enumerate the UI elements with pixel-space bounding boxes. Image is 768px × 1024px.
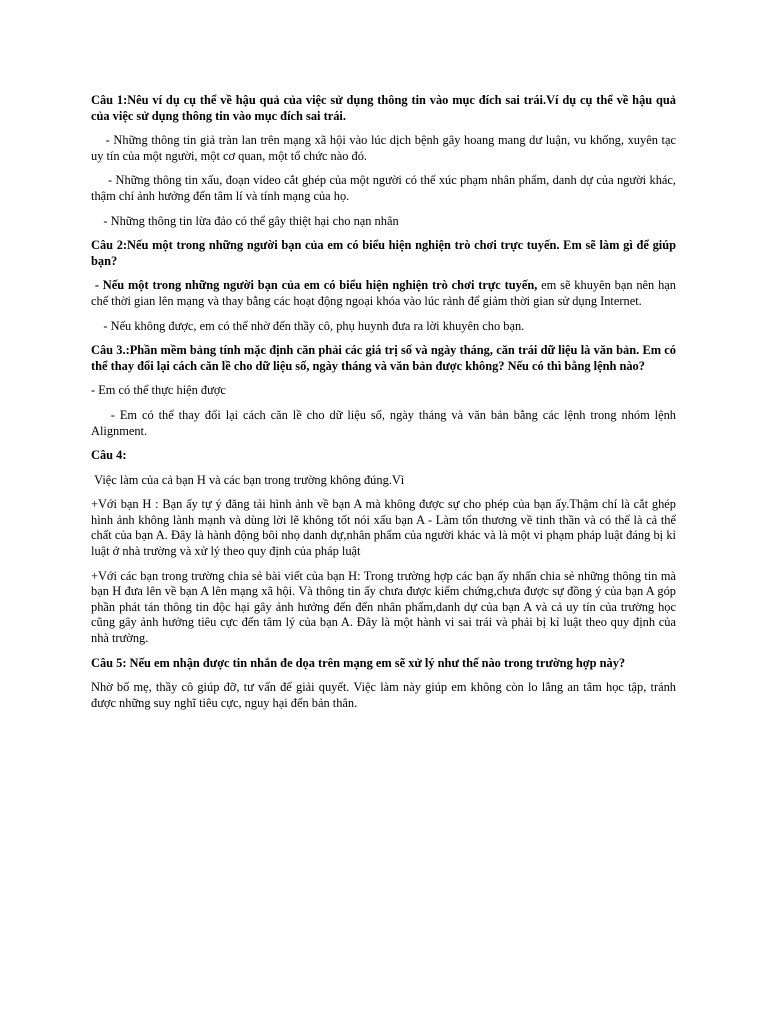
question-2-answer-1: [91, 278, 680, 309]
question-3-heading: Câu 3.:Phần mềm bảng tính mặc định căn phải các giá trị số và ngày tháng, căn trái dữ liệu là văn bản. Em có thể thay đổi lại cách căn lề cho dữ liệu số, ngày tháng và văn bản được không? Nếu có thì bằng lệnh nào?: [91, 343, 676, 373]
question-2-answer-2: - Nếu không được, em có thể nhờ đến thầy cô, phụ huynh đưa ra lời khuyên cho bạn.: [91, 318, 525, 333]
question-2-heading: Câu 2:Nếu một trong những người bạn của em có biểu hiện nghiện trò chơi trực tuyến. Em sẽ làm gì để giúp bạn?: [91, 238, 676, 268]
question-2-answer-1-rest: em sẽ khuyên bạn nên hạn chế thời gian lên mạng và thay bằng các hoạt động ngoại khóa vào lúc rảnh để giảm thời gian sử dụng Internet.: [91, 278, 680, 308]
question-4-answer-2: +Với bạn H : Bạn ấy tự ý đăng tải hình ảnh về bạn A mà không được sự cho phép của bạn ấy.Thậm chí là cắt ghép hình ảnh không lành mạnh và dùng lời lẽ không tốt nói xấu bạn A - Làm tổn thương về tinh thần và có thể là cả thể chất của bạn A. Đây là hành động bôi nhọ danh dự,nhân phẩm của người khác và là một vi phạm pháp luật đáng bị kỉ luật ở nhà trường và xử lý theo quy định của pháp luật: [91, 497, 676, 559]
question-1-answer-1: - Những thông tin giả tràn lan trên mạng xã hội vào lúc dịch bệnh gây hoang mang dư luận, vu khống, xuyên tạc uy tín của một người, một cơ quan, một tổ chức nào đó.: [91, 133, 680, 163]
question-5-heading: Câu 5: Nếu em nhận được tin nhắn đe dọa trên mạng em sẽ xử lý như thế nào trong trường hợp này?: [91, 655, 626, 670]
question-4-answer-3: +Với các bạn trong trường chia sẻ bài viết của bạn H: Trong trường hợp các bạn ấy nhấn chia sẻ những thông tin mà bạn H đưa lên về bạn A lên mạng xã hội. Và thông tin ấy chưa được kiểm chứng,chưa được sự đồng ý của bạn A góp phần phát tán thông tin độc hại gây ảnh hưởng đến đến nhân phẩm,danh dự của bạn A và cả uy tín của trường học cũng gây ảnh hưởng tiêu cực đến tâm lý của bạn A. Đây là một hành vi sai trái và phải bị kỉ luật theo quy định của nhà trường.: [91, 568, 676, 646]
question-4-answer-1: Việc làm của cả bạn H và các bạn trong trường không đúng.Vì: [91, 472, 405, 487]
question-5-answer-1: Nhờ bố mẹ, thầy cô giúp đỡ, tư vấn để giải quyết. Việc làm này giúp em không còn lo lắng an tâm học tập, tránh được những suy nghĩ tiêu cực, nguy hại đến bản thân.: [91, 680, 676, 710]
question-3-answer-1: - Em có thể thực hiện được: [91, 383, 226, 398]
question-1-answer-3: - Những thông tin lừa đảo có thể gây thiệt hại cho nạn nhân: [91, 213, 399, 228]
question-2-answer-1-bold: - Nếu một trong những người bạn của em có biểu hiện nghiện trò chơi trực tuyến,: [91, 278, 538, 293]
question-1-answer-2: - Những thông tin xấu, đoạn video cắt ghép của một người có thể xúc phạm nhân phẩm, danh dự của người khác, thậm chí ảnh hưởng đến tâm lí và tính mạng của họ.: [91, 173, 680, 203]
question-4-heading: Câu 4:: [91, 448, 127, 463]
document-page: [91, 93, 680, 720]
question-3-answer-2: - Em có thể thay đổi lại cách căn lề cho dữ liệu số, ngày tháng và văn bản bằng các lệnh trong nhóm lệnh Alignment.: [91, 407, 679, 438]
question-1-heading: Câu 1:Nêu ví dụ cụ thể về hậu quả của việc sử dụng thông tin vào mục đích sai trái.Ví dụ cụ thể về hậu quả của việc sử dụng thông tin vào mục đích sai trái.: [91, 93, 676, 123]
